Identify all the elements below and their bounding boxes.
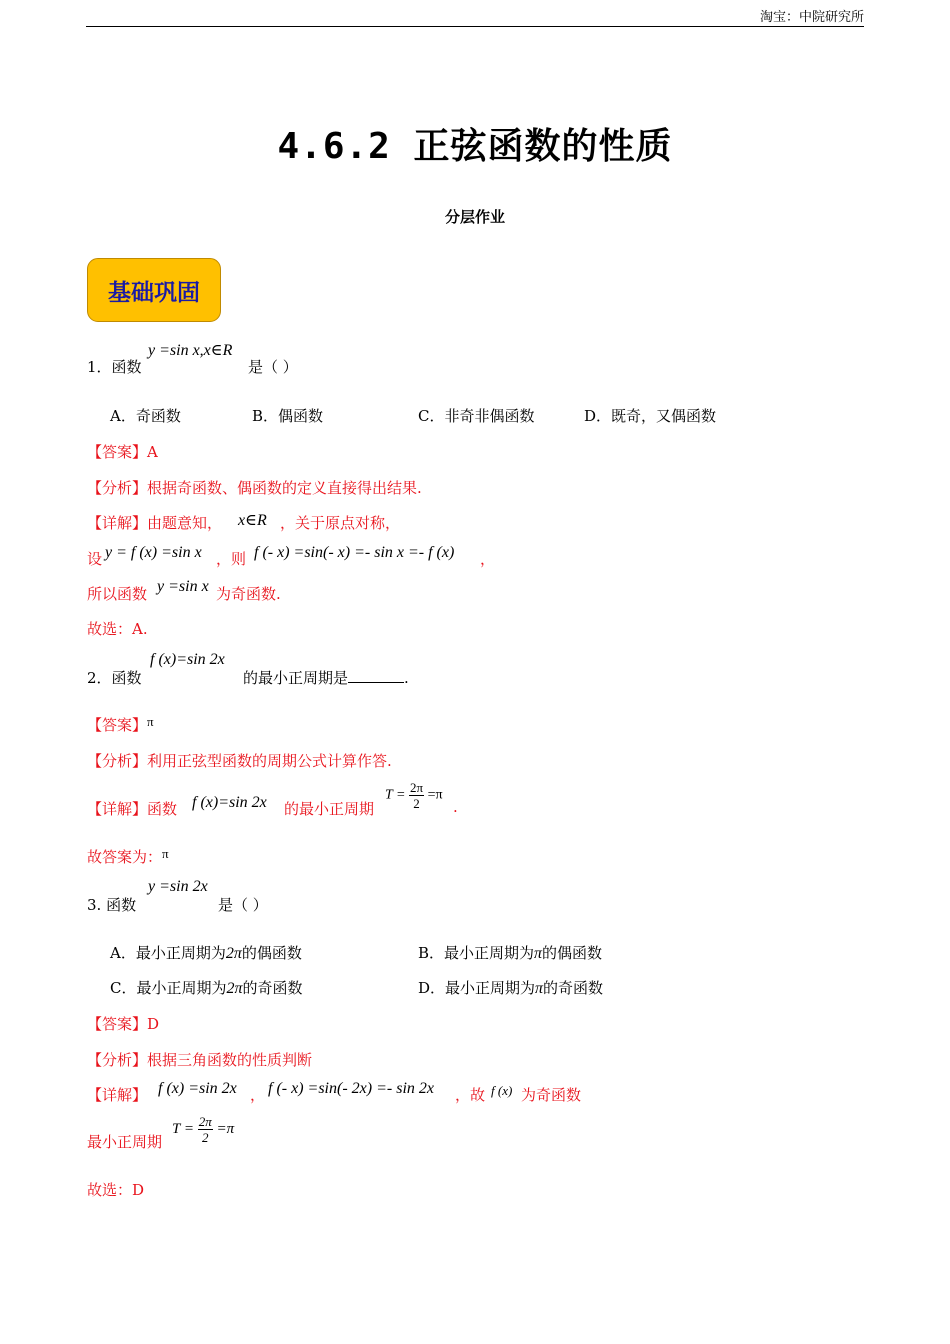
q2-period-eq: =π — [427, 787, 443, 803]
q1-option-d: D．既奇，又偶函数 — [584, 407, 717, 425]
q3-tail: 是（ ） — [218, 896, 268, 914]
page-subtitle: 分层作业 — [444, 208, 505, 226]
q1-formula: y =sin x,x∈R — [148, 342, 233, 359]
q3-period-label: 最小正周期 — [87, 1133, 163, 1151]
q3-detail-f2: f (- x) =sin(- 2x) =- sin 2x — [268, 1080, 434, 1097]
q1-line2-pre: 设 — [87, 550, 103, 568]
q1-line2-formula2: f (- x) =sin(- x) =- sin x =- f (x) — [254, 544, 455, 561]
q3-detail-sep: ， — [250, 1086, 266, 1104]
q3-period-eq: =π — [216, 1120, 235, 1137]
q2-answer-value: π — [147, 714, 154, 729]
q1-answer: 【答案】A — [87, 443, 158, 461]
q3-option-d-label: D．最小正周期为 — [418, 979, 536, 997]
q1-detail-tail: ，关于原点对称， — [280, 514, 401, 532]
q3-detail-end: 为奇函数 — [521, 1086, 582, 1104]
q1-line2-formula1: y = f (x) =sin x — [105, 544, 202, 561]
q2-answer — [87, 714, 154, 735]
q3-analysis: 【分析】根据三角函数的性质判断 — [87, 1051, 313, 1069]
q3-option-b-type: 的偶函数 — [542, 944, 603, 962]
q3-period-T: T = — [172, 1120, 194, 1137]
q3-detail-f1: f (x) =sin 2x — [158, 1080, 237, 1097]
q3-detail-f3: f (x) — [491, 1083, 513, 1098]
q1-detail-label: 【详解】由题意知， — [87, 514, 223, 532]
q1-line3-pre: 所以函数 — [87, 585, 148, 603]
q3-option-b-label: B．最小正周期为 — [418, 944, 535, 962]
q1-line3-post: 为奇函数. — [216, 585, 281, 603]
q2-tail-end: . — [404, 669, 409, 687]
q2-tail — [243, 667, 409, 688]
q2-final-value: π — [162, 846, 169, 861]
q1-number: 1．函数 — [87, 358, 142, 376]
q1-option-b: B．偶函数 — [252, 407, 324, 425]
q2-number: 2．函数 — [87, 669, 142, 687]
q2-answer-label: 【答案】 — [87, 716, 148, 734]
q2-final — [87, 846, 169, 867]
q3-period-num: 2π — [198, 1114, 212, 1129]
q3-option-c-math: 2π — [226, 980, 243, 997]
q3-detail-label: 【详解】 — [87, 1086, 148, 1104]
q3-option-c-type: 的奇函数 — [242, 979, 303, 997]
q3-detail-mid: ，故 — [455, 1086, 486, 1104]
q2-period-den: 2 — [413, 796, 420, 811]
q2-analysis: 【分析】利用正弦型函数的周期公式计算作答. — [87, 752, 392, 770]
q2-detail-mid: 的最小正周期 — [284, 800, 375, 818]
q1-analysis: 【分析】根据奇函数、偶函数的定义直接得出结果. — [87, 479, 422, 497]
q3-option-b — [418, 942, 602, 963]
section-badge: 基础巩固 — [87, 258, 221, 322]
q3-option-a-label: A．最小正周期为 — [110, 944, 226, 962]
q1-option-a: A．奇函数 — [110, 407, 181, 425]
q3-option-a — [110, 942, 302, 963]
page-title: 4.6.2 正弦函数的性质 — [277, 126, 673, 167]
q2-detail-formula: f (x)=sin 2x — [192, 794, 267, 811]
q3-number: 3. 函数 — [87, 896, 137, 914]
q2-period-fraction — [409, 780, 424, 811]
q3-period-formula — [172, 1114, 234, 1145]
q3-option-a-math: 2π — [225, 945, 242, 962]
q1-line2-end: ， — [480, 550, 496, 568]
q3-option-c-label: C．最小正周期为 — [110, 979, 227, 997]
q3-formula: y =sin 2x — [148, 878, 208, 895]
q3-option-d-math: π — [535, 980, 544, 997]
q2-period-formula — [385, 780, 443, 811]
q2-answer-blank — [348, 670, 404, 683]
q1-detail-formula: x∈R — [238, 512, 267, 529]
q2-period-num: 2π — [409, 780, 424, 795]
q2-formula: f (x)=sin 2x — [150, 651, 225, 668]
q1-line3-formula: y =sin x — [157, 578, 209, 595]
header-shop-label: 淘宝：中院研究所 — [759, 10, 864, 25]
q3-option-c — [110, 977, 303, 998]
q1-line2-mid: ，则 — [216, 550, 247, 568]
q1-choice: 故选：A. — [87, 620, 148, 638]
q2-tail-text: 的最小正周期是 — [243, 669, 349, 687]
q1-option-c: C．非奇非偶函数 — [418, 407, 535, 425]
q3-period-den: 2 — [201, 1130, 209, 1145]
q2-detail-label: 【详解】函数 — [87, 800, 178, 818]
q3-option-d-type: 的奇函数 — [543, 979, 604, 997]
header-divider — [86, 26, 864, 27]
q2-detail-end: . — [453, 798, 458, 816]
q3-answer: 【答案】D — [87, 1015, 160, 1033]
q2-final-label: 故答案为： — [87, 848, 163, 866]
q3-option-b-math: π — [534, 945, 543, 962]
q2-period-T: T = — [385, 787, 406, 803]
q3-choice: 故选：D — [87, 1181, 145, 1199]
q3-option-a-type: 的偶函数 — [241, 944, 302, 962]
q1-tail: 是（ ） — [248, 358, 298, 376]
q3-period-fraction — [198, 1114, 213, 1145]
q3-option-d — [418, 977, 603, 998]
